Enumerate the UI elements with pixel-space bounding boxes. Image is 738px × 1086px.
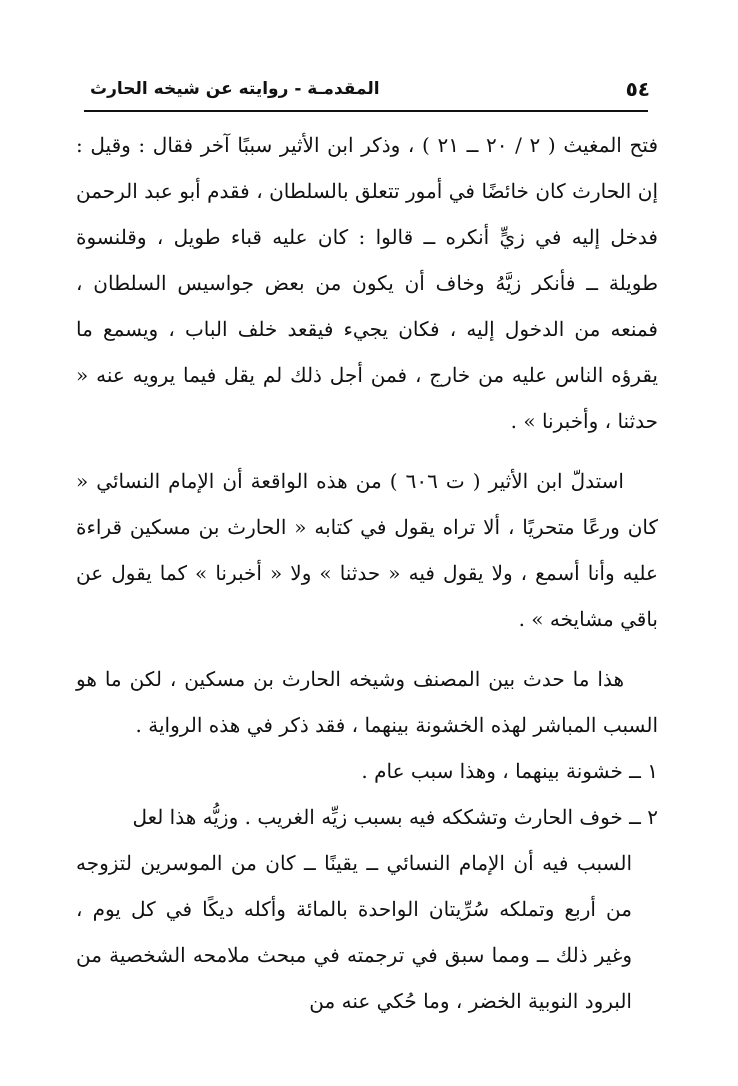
list-item-1-text: خشونة بينهما ، وهذا سبب عام . [361, 759, 623, 783]
running-title: المقدمـة - روايته عن شيخه الحارث [90, 79, 380, 99]
page-number: ٥٤ [625, 77, 650, 101]
list-item-2-number: ٢ ــ [629, 805, 658, 829]
running-header [90, 72, 650, 106]
list-item-2-text: خوف الحارث وتشككه فيه بسبب زيِّه الغريب . وزيُّه هذا لعل [132, 805, 623, 829]
list-item-1 [76, 748, 658, 794]
paragraph-1: فتح المغيث ( ٢ / ٢٠ ــ ٢١ ) ، وذكر ابن الأثير سببًا آخر فقال : وقيل : إن الحارث كان خائضًا في أمور تتعلق بالسلطان ، فقدم أبو عبد الرحمن فدخل إليه في زيٍّ أنكره ــ قالوا : كان عليه قباء طويل ، وقلنسوة طويلة ــ فأنكر زيَّهُ وخاف أن يكون من بعض جواسيس السلطان ، فمنعه من الدخول إليه ، فكان يجيء فيقعد خلف الباب ، ويسمع ما يقرؤه الناس عليه من خارج ، فمن أجل ذلك لم يقل فيما يرويه عنه « حدثنا ، وأخبرنا » . [76, 133, 659, 433]
list-item-2-continuation: السبب فيه أن الإمام النسائي ــ يقينًا ــ كان من الموسرين لتزوجه من أربع وتملكه سُرِّيتان الواحدة بالمائة وأكله ديكًا في كل يوم ، وغير ذلك ــ ومما سبق في ترجمته في مبحث ملامحه الشخصية من البرود النوبية الخضر ، وما حُكي عنه من [76, 851, 632, 1013]
paragraph-3: هذا ما حدث بين المصنف وشيخه الحارث بن مسكين ، لكن ما هو السبب المباشر لهذه الخشونة بينهما ، فقد ذكر في هذه الرواية . [76, 667, 658, 737]
list-item-2 [76, 794, 658, 840]
paragraph-2: استدلّ ابن الأثير ( ت ٦٠٦ ) من هذه الواقعة أن الإمام النسائي « كان ورعًا متحريًا ، ألا تراه يقول في كتابه « الحارث بن مسكين قراءة عليه وأنا أسمع ، ولا يقول فيه « حدثنا » ولا « أخبرنا » كما يقول عن باقي مشايخه » . [76, 469, 658, 631]
body-text [76, 122, 658, 1024]
header-rule [84, 110, 648, 112]
list-item-1-number: ١ ــ [629, 759, 658, 783]
